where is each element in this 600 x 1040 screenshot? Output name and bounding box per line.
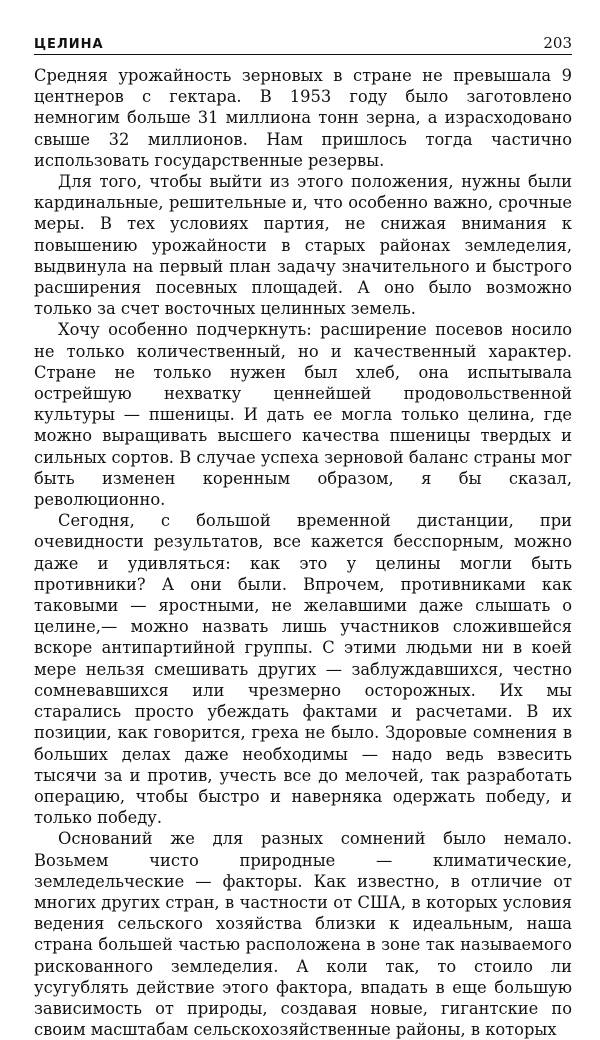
body-text bbox=[34, 65, 572, 1040]
running-head bbox=[34, 30, 572, 55]
book-page bbox=[34, 30, 572, 1040]
paragraph: Средняя урожайность зерновых в стране не превышала 9 центнеров с гектара. В 1953 году было заготовлено немногим больше 31 миллиона тонн зерна, а израсходовано свыше 32 миллионов. Нам пришлось тогда частично использовать государственные резервы. bbox=[34, 66, 572, 170]
paragraph: Оснований же для разных сомнений было немало. Возьмем чисто природные — климатические, земледельческие — факторы. Как известно, в отличие от многих других стран, в частности от США, в которых условия ведения сельского хозяйства близки к идеальным, наша страна большей частью расположена в зоне так называемого рискованного земледелия. А коли так, то стоило ли усугублять действие этого фактора, впадать в еще большую зависимость от природы, создавая новые, гигантские по своим масштабам сельскохозяйственные районы, в которых bbox=[34, 829, 572, 1040]
paragraph: Для того, чтобы выйти из этого положения, нужны были кардинальные, решительные и, что особенно важно, срочные меры. В тех условиях партия, не снижая внимания к повышению урожайности в старых районах земледелия, выдвинула на первый план задачу значительного и быстрого расширения посевных площадей. А оно было возможно только за счет восточных целинных земель. bbox=[34, 172, 572, 319]
page-number: 203 bbox=[543, 34, 572, 52]
paragraph: Хочу особенно подчеркнуть: расширение посевов носило не только количественный, но и качественный характер. Стране не только нужен был хлеб, она испытывала острейшую нехватку ценнейшей продовольственной культуры — пшеницы. И дать ее могла только целина, где можно выращивать высшего качества пшеницы твердых и сильных сортов. В случае успеха зерновой баланс страны мог быть изменен коренным образом, я бы сказал, революционно. bbox=[34, 320, 572, 510]
paragraph: Сегодня, с большой временной дистанции, при очевидности результатов, все кажется бесспорным, можно даже и удивляться: как это у целины могли быть противники? А они были. Впрочем, противниками как таковыми — яростными, не желавшими даже слышать о целине,— можно назвать лишь участников сложившейся вскоре антипартийной группы. С этими людьми ни в коей мере нельзя смешивать других — заблуждавшихся, честно сомневавшихся или чрезмерно осторожных. Их мы старались просто убеждать фактами и расчетами. В их позиции, как говорится, греха не было. Здоровые сомнения в больших делах даже необходимы — надо ведь взвесить тысячи за и против, учесть все до мелочей, так разработать операцию, чтобы быстро и наверняка одержать победу, и только победу. bbox=[34, 511, 572, 828]
section-title: ЦЕЛИНА bbox=[34, 37, 104, 52]
